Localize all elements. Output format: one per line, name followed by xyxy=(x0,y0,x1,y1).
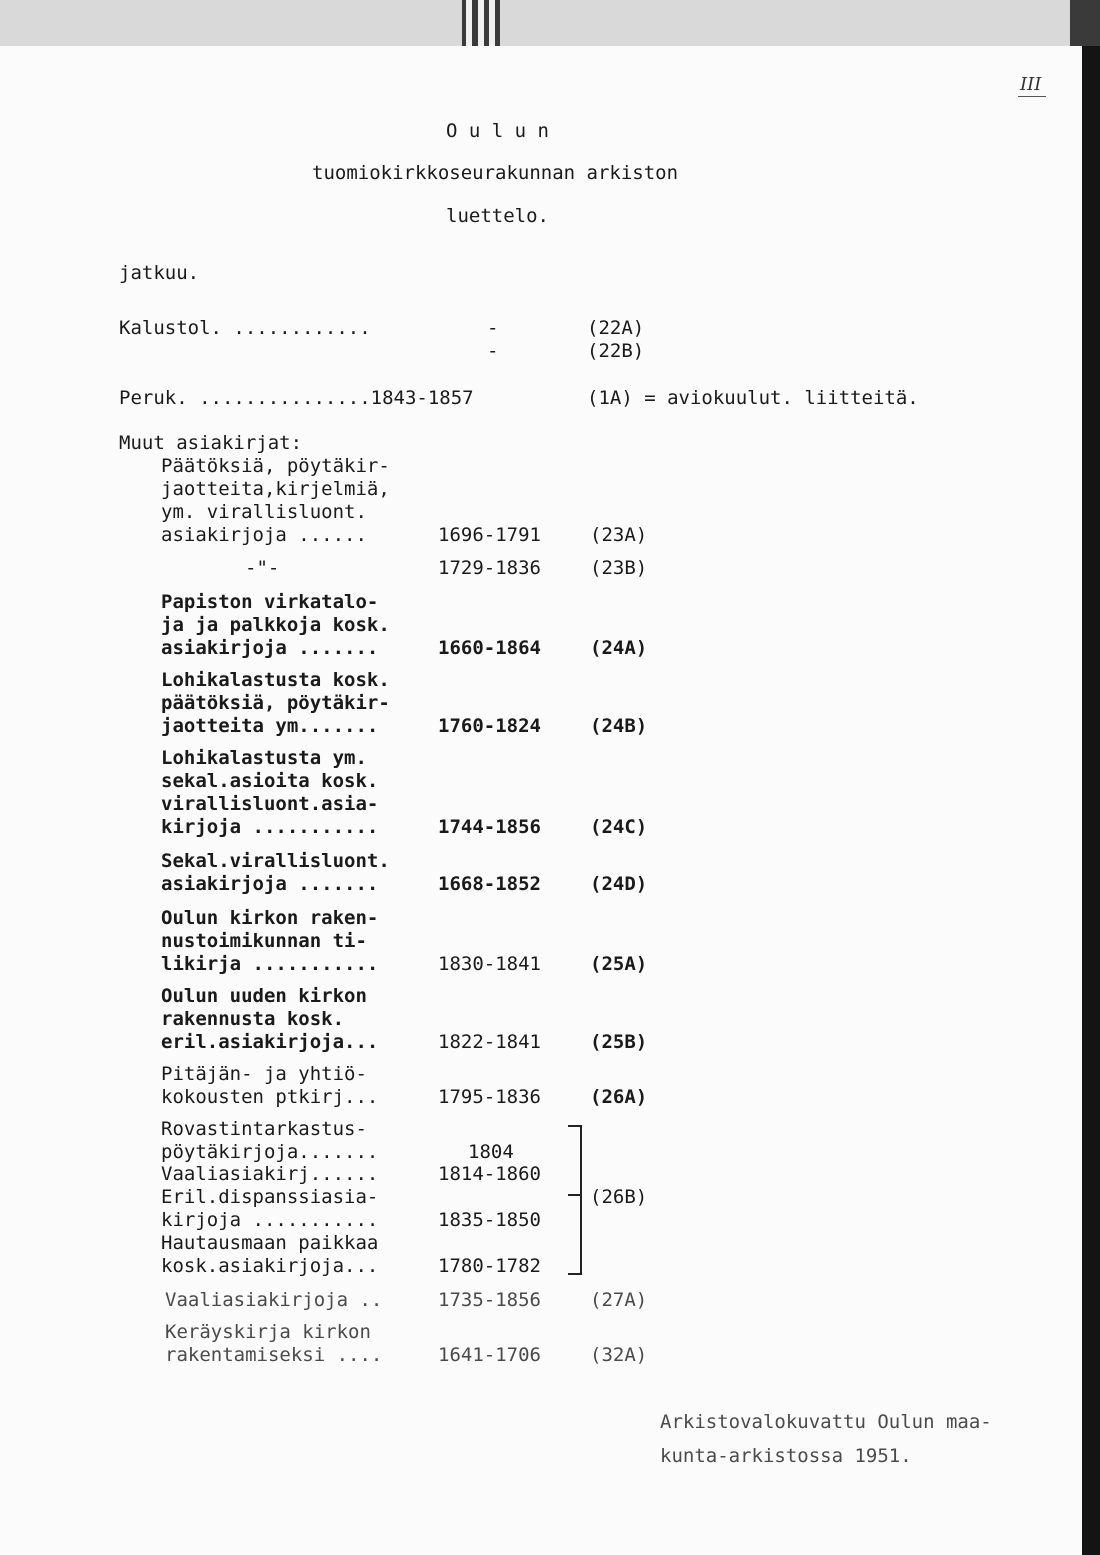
entry-text: -"- xyxy=(245,557,280,579)
entry-code: (22B) xyxy=(587,340,645,362)
film-perforation xyxy=(478,0,484,50)
entry-dates: 1795-1836 xyxy=(438,1086,541,1108)
group-bracket-tick xyxy=(568,1194,582,1196)
entry-text: asiakirjoja ....... xyxy=(161,873,379,895)
entry-dates: 1835-1850 xyxy=(438,1209,541,1231)
entry-text: jaotteita ym....... xyxy=(161,715,379,737)
title-line-3: luettelo. xyxy=(446,205,549,227)
entry-text: Papiston virkatalo- xyxy=(161,591,379,613)
entry-text: Lohikalastusta ym. xyxy=(161,747,367,769)
entry-text: kirjoja ........... xyxy=(161,816,379,838)
entry-text: rakennusta kosk. xyxy=(161,1008,345,1030)
entry-text: Oulun kirkon raken- xyxy=(161,907,379,929)
title-line-2: tuomiokirkkoseurakunnan arkiston xyxy=(312,162,679,184)
entry-text: päätöksiä, pöytäkir- xyxy=(161,692,390,714)
entry-code: (32A) xyxy=(590,1344,648,1366)
entry-text: pöytäkirjoja....... xyxy=(161,1141,379,1163)
entry-text: Lohikalastusta kosk. xyxy=(161,669,390,691)
entry-text: asiakirjoja ....... xyxy=(161,637,379,659)
film-band xyxy=(0,0,462,50)
entry-code: (24C) xyxy=(590,816,648,838)
entry-code: (22A) xyxy=(587,317,645,339)
entry-code: (26A) xyxy=(590,1086,648,1108)
entry-text: Oulun uuden kirkon xyxy=(161,985,367,1007)
entry-code: (23A) xyxy=(590,524,648,546)
entry-text: nustoimikunnan ti- xyxy=(161,930,367,952)
entry-dates: 1804 xyxy=(468,1141,514,1163)
entry-dates: 1830-1841 xyxy=(438,953,541,975)
entry-text: Sekal.virallisluont. xyxy=(161,850,390,872)
entry-dates: 1668-1852 xyxy=(438,873,541,895)
entry-text: kosk.asiakirjoja... xyxy=(161,1255,379,1277)
entry-text: Hautausmaan paikkaa xyxy=(161,1232,379,1254)
entry-text: Vaaliasiakirjoja .. xyxy=(165,1289,383,1311)
title-line-1: O u l u n xyxy=(446,120,549,142)
entry-text: Eril.dispanssiasia- xyxy=(161,1186,379,1208)
entry-text: Peruk. ...............1843-1857 xyxy=(119,387,474,409)
entry-text: likirja ........... xyxy=(161,953,379,975)
film-perforation xyxy=(489,0,495,50)
film-strip-top xyxy=(0,0,1100,50)
entry-text: kirjoja ........... xyxy=(161,1209,379,1231)
entry-code: (23B) xyxy=(590,557,648,579)
entry-text: Rovastintarkastus- xyxy=(161,1118,367,1140)
entry-text: eril.asiakirjoja... xyxy=(161,1031,379,1053)
entry-text: virallisluont.asia- xyxy=(161,793,379,815)
archive-note-line-1: Arkistovalokuvattu Oulun maa- xyxy=(660,1411,992,1433)
entry-dates: 1780-1782 xyxy=(438,1255,541,1277)
section-heading: Muut asiakirjat: xyxy=(119,432,303,454)
entry-dates: 1735-1856 xyxy=(438,1289,541,1311)
entry-dates: 1660-1864 xyxy=(438,637,541,659)
entry-text: Päätöksiä, pöytäkir- xyxy=(161,455,390,477)
entry-code: (24D) xyxy=(590,873,648,895)
page-number-underline xyxy=(1018,96,1046,97)
film-perforation xyxy=(466,0,472,50)
entry-text: Keräyskirja kirkon xyxy=(165,1321,371,1343)
entry-dates: 1760-1824 xyxy=(438,715,541,737)
entry-text: Pitäjän- ja yhtiö- xyxy=(161,1063,367,1085)
page-edge-shadow xyxy=(1082,46,1100,1555)
continuation-note: jatkuu. xyxy=(119,262,200,284)
entry-text: sekal.asioita kosk. xyxy=(161,770,379,792)
entry-dates: 1696-1791 xyxy=(438,524,541,546)
entry-dates: - xyxy=(487,317,499,339)
archive-note-line-2: kunta-arkistossa 1951. xyxy=(660,1445,912,1467)
entry-text: ym. virallisluont. xyxy=(161,501,367,523)
entry-code: (25A) xyxy=(590,953,648,975)
entry-code: (1A) = aviokuulut. liitteitä. xyxy=(587,387,919,409)
entry-dates: 1814-1860 xyxy=(438,1163,541,1185)
film-band xyxy=(500,0,1070,50)
entry-text: ja ja palkkoja kosk. xyxy=(161,614,390,636)
entry-code: (24B) xyxy=(590,715,648,737)
entry-text: asiakirjoja ...... xyxy=(161,524,367,546)
entry-text: Kalustol. ............ xyxy=(119,317,371,339)
entry-code: (24A) xyxy=(590,637,648,659)
entry-dates: 1641-1706 xyxy=(438,1344,541,1366)
entry-text: kokousten ptkirj... xyxy=(161,1086,379,1108)
entry-text: rakentamiseksi .... xyxy=(165,1344,383,1366)
group-bracket xyxy=(568,1125,582,1275)
entry-code: (25B) xyxy=(590,1031,648,1053)
entry-dates: 1729-1836 xyxy=(438,557,541,579)
entry-dates: 1744-1856 xyxy=(438,816,541,838)
entry-code: (26B) xyxy=(590,1186,648,1208)
page-number: III xyxy=(1020,74,1042,95)
entry-text: jaotteita,kirjelmiä, xyxy=(161,478,390,500)
entry-dates: - xyxy=(487,340,499,362)
entry-dates: 1822-1841 xyxy=(438,1031,541,1053)
entry-code: (27A) xyxy=(590,1289,648,1311)
entry-text: Vaaliasiakirj...... xyxy=(161,1163,379,1185)
